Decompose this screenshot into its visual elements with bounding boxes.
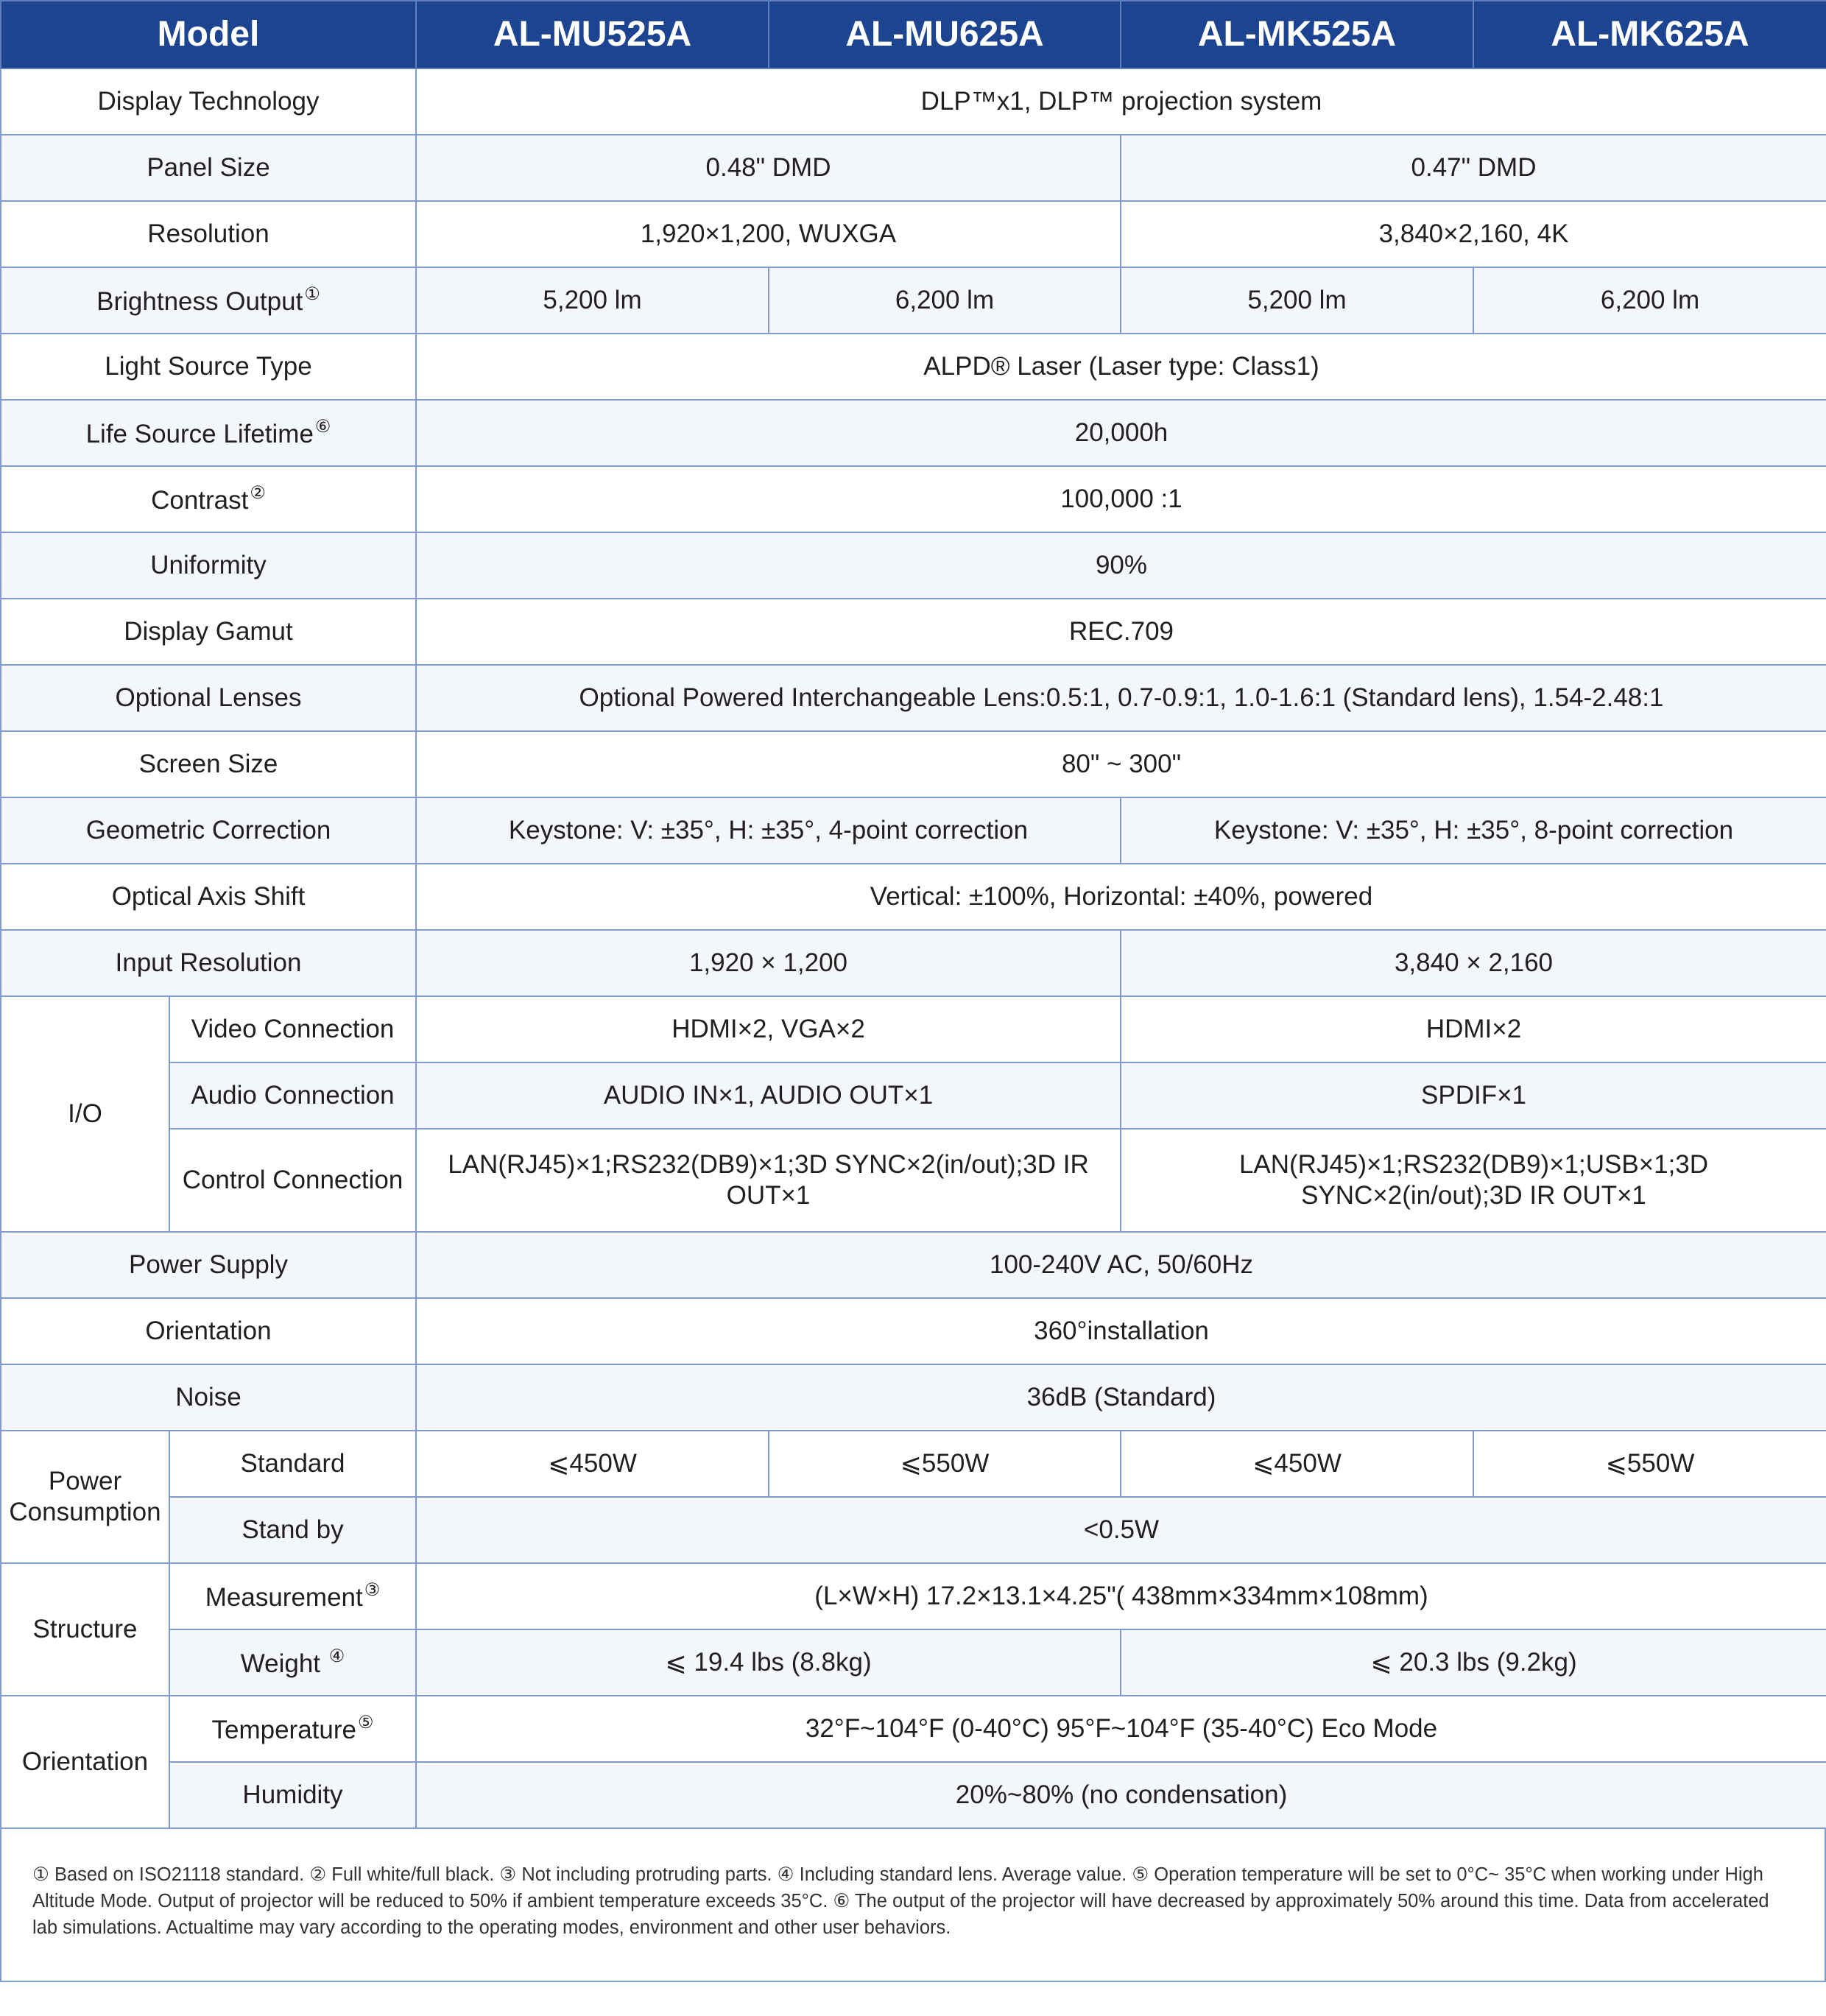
footnote-ref: ③ — [364, 1579, 381, 1600]
spec-value: Keystone: V: ±35°, H: ±35°, 4-point correction — [416, 797, 1121, 864]
spec-value: DLP™x1, DLP™ projection system — [416, 68, 1826, 135]
table-row — [1, 135, 1826, 201]
row-label-text: Contrast — [151, 485, 249, 515]
row-label — [1, 797, 416, 864]
spec-value: 100,000 :1 — [416, 466, 1826, 532]
header-row — [1, 1, 1826, 68]
row-label — [1, 864, 416, 930]
row-label-text: Control Connection — [182, 1166, 403, 1194]
row-label — [1, 599, 416, 665]
table-row — [1, 1629, 1826, 1696]
row-label-text: Audio Connection — [191, 1081, 395, 1110]
table-row — [1, 665, 1826, 731]
spec-value: 80" ~ 300" — [416, 731, 1826, 797]
row-label-text: Stand by — [242, 1515, 344, 1544]
row-label-text: Display Technology — [97, 87, 320, 116]
row-label-text: Standard — [240, 1449, 345, 1478]
footnote-ref: ④ — [328, 1646, 345, 1666]
footnote: ① Based on ISO21118 standard. ② Full white/full black. ③ Not including protruding parts. ④ Including standard lens. Average value. ⑤ Operation temperature will be set to 0°C~ 35°C when working under High Altitude Mode. Output of projector will be reduced to 50% if ambient temperature exceeds 35°C. ⑥ The output of the projector will have decreased by approximately 50% around this time. Data from accelerated lab simulations. Actualtime may vary according to the operating modes, environment and other user behaviors. — [0, 1829, 1826, 1982]
footnote-ref: ① — [304, 283, 320, 304]
row-label — [169, 1062, 416, 1129]
table-row — [1, 267, 1826, 334]
row-label-text: Power Supply — [129, 1250, 288, 1279]
model-name: AL-MU525A — [416, 1, 769, 68]
row-label — [1, 1232, 416, 1298]
row-label — [1, 466, 416, 532]
group-label: Power Consumption — [1, 1431, 169, 1563]
group-label: I/O — [1, 996, 169, 1232]
row-label — [1, 135, 416, 201]
table-row — [1, 599, 1826, 665]
row-label-text: Display Gamut — [124, 617, 293, 646]
row-label-text: Optical Axis Shift — [111, 882, 306, 911]
row-label — [1, 267, 416, 334]
table-row — [1, 334, 1826, 400]
row-label-text: Uniformity — [150, 551, 267, 579]
table-row — [1, 930, 1826, 996]
spec-value: LAN(RJ45)×1;RS232(DB9)×1;USB×1;3D SYNC×2(in/out);3D IR OUT×1 — [1121, 1129, 1826, 1232]
row-label-text: Input Resolution — [115, 948, 302, 977]
spec-value: 1,920×1,200, WUXGA — [416, 201, 1121, 267]
table-row — [1, 996, 1826, 1062]
spec-value: AUDIO IN×1, AUDIO OUT×1 — [416, 1062, 1121, 1129]
table-row — [1, 1563, 1826, 1629]
spec-value: ⩽ 19.4 lbs (8.8kg) — [416, 1629, 1121, 1696]
row-label — [1, 930, 416, 996]
row-label-text: Noise — [175, 1383, 242, 1411]
spec-body — [1, 68, 1826, 1828]
table-row — [1, 1232, 1826, 1298]
table-row — [1, 1298, 1826, 1364]
row-label — [169, 1497, 416, 1563]
spec-value: ⩽550W — [1473, 1431, 1826, 1497]
table-row — [1, 1762, 1826, 1828]
table-row — [1, 1062, 1826, 1129]
spec-value: 32°F~104°F (0-40°C) 95°F~104°F (35-40°C) Eco Mode — [416, 1696, 1826, 1762]
row-label — [169, 1129, 416, 1232]
spec-value: 3,840 × 2,160 — [1121, 930, 1826, 996]
table-row — [1, 68, 1826, 135]
table-row — [1, 1497, 1826, 1563]
spec-value: ⩽450W — [416, 1431, 769, 1497]
spec-value: LAN(RJ45)×1;RS232(DB9)×1;3D SYNC×2(in/out);3D IR OUT×1 — [416, 1129, 1121, 1232]
footnote-ref: ⑤ — [357, 1712, 374, 1733]
table-row — [1, 1364, 1826, 1431]
table-row — [1, 864, 1826, 930]
model-name: AL-MK625A — [1473, 1, 1826, 68]
spec-value: 100-240V AC, 50/60Hz — [416, 1232, 1826, 1298]
spec-value: 0.47" DMD — [1121, 135, 1826, 201]
row-label — [169, 1563, 416, 1629]
table-row — [1, 400, 1826, 466]
row-label-text: Geometric Correction — [85, 816, 331, 845]
row-label — [1, 68, 416, 135]
model-name: AL-MU625A — [769, 1, 1121, 68]
spec-value: Keystone: V: ±35°, H: ±35°, 8-point correction — [1121, 797, 1826, 864]
spec-value: 0.48" DMD — [416, 135, 1121, 201]
spec-value: 6,200 lm — [769, 267, 1121, 334]
footnote-ref: ⑥ — [314, 416, 331, 437]
spec-value: 5,200 lm — [416, 267, 769, 334]
table-row — [1, 731, 1826, 797]
row-label — [169, 1696, 416, 1762]
row-label-text: Optional Lenses — [115, 683, 302, 712]
model-header: Model — [1, 1, 416, 68]
spec-value: 360°installation — [416, 1298, 1826, 1364]
row-label-text: Panel Size — [147, 153, 270, 182]
row-label-text: Weight — [240, 1649, 328, 1678]
row-label — [1, 1364, 416, 1431]
row-label — [169, 1629, 416, 1696]
row-label-text: Orientation — [145, 1317, 272, 1345]
table-row — [1, 1696, 1826, 1762]
spec-value: 6,200 lm — [1473, 267, 1826, 334]
table-row — [1, 797, 1826, 864]
spec-value: 3,840×2,160, 4K — [1121, 201, 1826, 267]
row-label-text: Resolution — [147, 219, 269, 248]
table-row — [1, 201, 1826, 267]
spec-value: 20%~80% (no condensation) — [416, 1762, 1826, 1828]
spec-value: ⩽450W — [1121, 1431, 1473, 1497]
spec-value: 20,000h — [416, 400, 1826, 466]
row-label — [1, 1298, 416, 1364]
row-label-text: Video Connection — [191, 1015, 395, 1043]
spec-value: ⩽550W — [769, 1431, 1121, 1497]
row-label-text: Screen Size — [138, 750, 278, 778]
row-label-text: Humidity — [242, 1780, 343, 1809]
row-label — [169, 996, 416, 1062]
spec-value: REC.709 — [416, 599, 1826, 665]
row-label-text: Brightness Output — [96, 286, 303, 316]
row-label — [1, 334, 416, 400]
row-label — [1, 665, 416, 731]
spec-value: 5,200 lm — [1121, 267, 1473, 334]
row-label-text: Measurement — [205, 1582, 363, 1612]
table-row — [1, 1431, 1826, 1497]
spec-value: Vertical: ±100%, Horizontal: ±40%, powered — [416, 864, 1826, 930]
table-row — [1, 466, 1826, 532]
spec-value: HDMI×2, VGA×2 — [416, 996, 1121, 1062]
footnote-ref: ② — [250, 482, 266, 503]
spec-value: <0.5W — [416, 1497, 1826, 1563]
row-label — [1, 731, 416, 797]
row-label — [1, 532, 416, 599]
row-label-text: Temperature — [211, 1715, 356, 1744]
model-name: AL-MK525A — [1121, 1, 1473, 68]
spec-value: ALPD® Laser (Laser type: Class1) — [416, 334, 1826, 400]
spec-value: SPDIF×1 — [1121, 1062, 1826, 1129]
spec-value: 90% — [416, 532, 1826, 599]
group-label: Orientation — [1, 1696, 169, 1828]
spec-value: 36dB (Standard) — [416, 1364, 1826, 1431]
row-label — [169, 1431, 416, 1497]
row-label-text: Light Source Type — [105, 352, 312, 381]
spec-value: 1,920 × 1,200 — [416, 930, 1121, 996]
table-row — [1, 1129, 1826, 1232]
table-row — [1, 532, 1826, 599]
row-label — [1, 400, 416, 466]
row-label — [169, 1762, 416, 1828]
spec-value: Optional Powered Interchangeable Lens:0.5:1, 0.7-0.9:1, 1.0-1.6:1 (Standard lens), 1.54-2.48:1 — [416, 665, 1826, 731]
group-label: Structure — [1, 1563, 169, 1696]
row-label — [1, 201, 416, 267]
spec-value: HDMI×2 — [1121, 996, 1826, 1062]
row-label-text: Life Source Lifetime — [85, 419, 314, 448]
spec-value: ⩽ 20.3 lbs (9.2kg) — [1121, 1629, 1826, 1696]
spec-value: (L×W×H) 17.2×13.1×4.25"( 438mm×334mm×108mm) — [416, 1563, 1826, 1629]
